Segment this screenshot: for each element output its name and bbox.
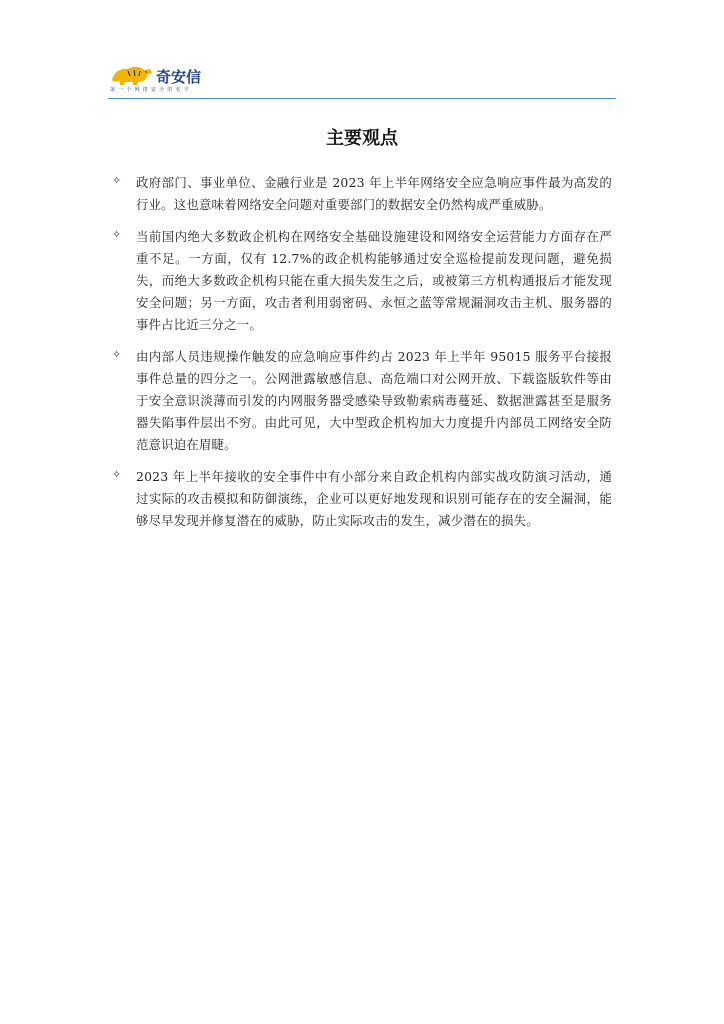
page-header <box>108 62 616 100</box>
point-text: 当前国内绝大多数政企机构在网络安全基础设施建设和网络安全运营能力方面存在严重不足。一方面，仅有 12.7%的政企机构能够通过安全巡检提前发现问题，避免损失，而绝大多数政企机构只能在重大损失发生之后，或被第三方机构通报后才能发现安全问题；另一方面，攻击者利用弱密码、永恒之蓝等常规漏洞攻击主机、服务器的事件占比近三分之一。 <box>136 229 612 332</box>
header-divider <box>108 98 616 99</box>
brand-logo <box>108 62 218 94</box>
brand-name: 奇安信 <box>156 68 202 86</box>
list-item <box>112 346 612 456</box>
key-points-list <box>112 172 612 542</box>
point-text: 政府部门、事业单位、金融行业是 2023 年上半年网络安全应急响应事件最为高发的行业。这也意味着网络安全问题对重要部门的数据安全仍然构成严重威胁。 <box>136 175 612 212</box>
point-text: 2023 年上半年接收的安全事件中有小部分来自政企机构内部实战攻防演习活动，通过实际的攻击模拟和防御演练，企业可以更好地发现和识别可能存在的安全漏洞，能够尽早发现并修复潜在的威胁，防止实际攻击的发生，减少潜在的损失。 <box>136 469 612 528</box>
diamond-bullet-icon: ✧ <box>112 348 122 361</box>
list-item <box>112 172 612 216</box>
tiger-logo-icon <box>110 64 154 86</box>
diamond-bullet-icon: ✧ <box>112 174 122 187</box>
page-title: 主要观点 <box>326 128 398 149</box>
list-item <box>112 466 612 532</box>
brand-slogan: 第一个网络安全的名字 <box>110 87 193 93</box>
diamond-bullet-icon: ✧ <box>112 468 122 481</box>
point-text: 由内部人员违规操作触发的应急响应事件约占 2023 年上半年 95015 服务平台接报事件总量的四分之一。公网泄露敏感信息、高危端口对公网开放、下载盗版软件等由于安全意识淡薄而引发的内网服务器受感染导致勒索病毒蔓延、数据泄露甚至是服务器失陷事件层出不穷。由此可见，大中型政企机构加大力度提升内部员工网络安全防范意识迫在眉睫。 <box>136 349 612 452</box>
list-item <box>112 226 612 336</box>
diamond-bullet-icon: ✧ <box>112 228 122 241</box>
